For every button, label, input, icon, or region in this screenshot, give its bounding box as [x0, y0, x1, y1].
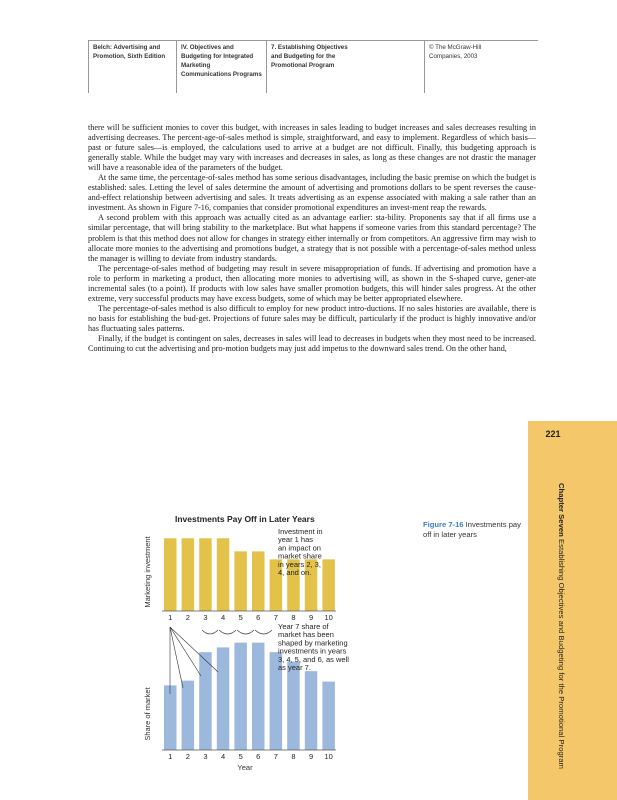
header-part-title [176, 41, 266, 93]
annotation-line: as year 7. [278, 663, 311, 672]
paragraph: Finally, if the budget is contingent on sales, decreases in sales will lead to decreases in budgets when they most need to be increased. Continuing to cut the advertising and pro-motion budgets may just add impetus to the downward sales trend. On the other hand, [88, 333, 536, 354]
x-tick-label: 10 [324, 752, 333, 761]
paragraph: A second problem with this approach was actually cited as an advantage earlier: sta-bility. Proponents say that if all firms use a similar percentage, that will bring stability to the marketplace. But what happens if someone varies from this standard percentage? The problem is that this method does not allow for changes in strategy either internally or from competitors. An aggressive firm may wish to allocate more monies to the advertising and promotions budget, a strategy that is not possible with a percentage-of-sales method unless the manager is willing to deviate from industry standards. [88, 213, 536, 263]
header-copyright-line-2: Companies, 2003 [429, 53, 478, 60]
chapter-title: Establishing Objectives and Budgeting for the Promotional Program [557, 538, 566, 769]
chart-title: Investments Pay Off in Later Years [175, 514, 315, 524]
investment-y-label: Marketing investment [143, 536, 152, 608]
x-tick-label: 7 [273, 613, 278, 622]
x-tick-label: 6 [256, 752, 261, 761]
page-number: 221 [545, 429, 561, 439]
x-tick-label: 3 [203, 752, 208, 761]
share-y-label: Share of market [143, 687, 152, 741]
annotation-line: 4, and on. [278, 568, 312, 577]
annotation-line: in years 2, 3, [278, 559, 321, 569]
x-tick-label: 4 [220, 752, 226, 761]
arrow-curve [202, 630, 218, 634]
x-tick-label: 3 [203, 613, 208, 622]
share-bar [252, 643, 265, 750]
paragraph: The percentage-of-sales method is also difficult to employ for new product intro-ductions. If no sales histories are available, there is no basis for establishing the bud-get. Projections of future sales may be difficult, particularly if the product is highly innovative and/or has fluctuating sales patterns. [88, 303, 536, 333]
investment-bar [164, 538, 177, 611]
annotation-line: market has been [278, 630, 334, 640]
investment-chart [140, 512, 390, 774]
x-tick-label: 4 [220, 613, 226, 622]
body-text [88, 123, 536, 354]
x-tick-label: 1 [168, 752, 173, 761]
share-annotation [278, 622, 349, 672]
x-tick-label: 9 [308, 613, 314, 622]
share-bar [164, 685, 177, 750]
annotation-line: Year 7 share of [278, 622, 329, 631]
running-header [88, 40, 538, 93]
arrow-curve [219, 630, 236, 634]
investment-bar [199, 538, 212, 611]
investment-bar [182, 538, 195, 611]
header-copyright-line-1: © The McGraw-Hill [429, 44, 482, 51]
header-book-title [88, 41, 176, 93]
x-tick-label: 5 [238, 752, 243, 761]
figure-caption-text: Investments pay off in later years [423, 520, 521, 539]
figure-caption [423, 520, 528, 540]
arrow-line [170, 627, 183, 688]
share-bar [217, 647, 230, 750]
investment-bar [234, 551, 247, 611]
x-axis-label: Year [237, 763, 253, 772]
paragraph: At the same time, the percentage-of-sales method has some serious disadvantages, including the basic premise on which the budget is established: sales. Letting the level of sales determine the amount of advertising and promotions dollars to be spent reverses the cause-and-effect relationship between advertising and sales. It treats advertising as an expense associated with making a sale rather than an investment. As shown in Figure 7-16, companies that consider promotional expenditures an invest-ment reap the rewards. [88, 173, 536, 213]
investment-bar [252, 551, 265, 611]
header-book-line-2: Promotion, Sixth Edition [93, 53, 166, 60]
x-tick-label: 5 [238, 613, 243, 622]
annotation-line: investments in years [278, 646, 347, 656]
chapter-sidebar [528, 421, 617, 800]
chapter-running-title [554, 483, 566, 769]
header-chapter-line-3: Promotional Program [271, 62, 335, 69]
investment-x-ticks [168, 613, 333, 622]
share-bar [234, 643, 247, 750]
annotation-line: 3, 4, 5, and 6, as well [278, 654, 349, 664]
x-tick-label: 6 [256, 613, 261, 622]
arrow-curve [255, 630, 272, 634]
header-chapter-line-1: 7. Establishing Objectives [271, 44, 348, 51]
x-tick-label: 2 [185, 752, 190, 761]
header-book-line-1: Belch: Advertising and [93, 44, 161, 51]
x-tick-label: 8 [291, 752, 296, 761]
header-chapter-line-2: and Budgeting for the [271, 53, 336, 60]
x-tick-label: 2 [185, 613, 190, 622]
x-tick-label: 10 [324, 613, 333, 622]
header-chapter-title [266, 41, 424, 93]
annotation-line: an impact on [278, 543, 321, 553]
arrow-curve [237, 630, 254, 634]
share-bar [182, 681, 195, 750]
investment-bar [217, 538, 230, 611]
share-bar [305, 671, 318, 750]
header-copyright [424, 41, 538, 93]
share-bar [199, 652, 212, 750]
paragraph: The percentage-of-sales method of budgeting may result in severe misappropriation of funds. If advertising and promotion have a role to perform in marketing a product, then allocating more monies to advertising will, as shown in the S-shaped curve, gener-ate incremental sales (to a point). If products with low sales have smaller promotion budgets, this will hinder sales progress. At the other extreme, very successful products may have excess budgets, some of which may be better appropriated elsewhere. [88, 263, 536, 303]
header-part-line-3: Marketing [181, 62, 211, 69]
annotation-line: shaped by marketing [278, 638, 348, 648]
x-tick-label: 9 [308, 752, 314, 761]
header-part-line-4: Communications Programs [181, 71, 262, 78]
header-part-line-1: IV. Objectives and [181, 44, 234, 51]
x-tick-label: 7 [273, 752, 278, 761]
share-bar [287, 662, 300, 750]
x-tick-label: 8 [291, 613, 296, 622]
annotation-line: market share [278, 551, 322, 561]
share-bar [322, 682, 335, 750]
annotation-line: Investment in [278, 527, 323, 536]
chapter-label: Chapter Seven [557, 483, 566, 537]
investment-bar [322, 559, 335, 611]
share-x-ticks [168, 752, 333, 761]
header-part-line-2: Budgeting for Integrated [181, 53, 254, 60]
figure-number: Figure 7-16 [423, 520, 464, 529]
annotation-line: year 1 has [278, 535, 314, 545]
x-tick-label: 1 [168, 613, 173, 622]
paragraph: there will be sufficient monies to cover this budget, with increases in sales leading to budget increases and sales decreases resulting in advertising decreases. The percent-age-of-sales method is simple, straightforward, and easy to implement. Regardless of which basis—past or future sales—is employed, the calculations used to arrive at a budget are not difficult. Finally, this budgeting approach is generally stable. While the budget may vary with increases and decreases in sales, as long as these changes are not drastic the manager will have a reasonable idea of the parameters of the budget. [88, 123, 536, 173]
